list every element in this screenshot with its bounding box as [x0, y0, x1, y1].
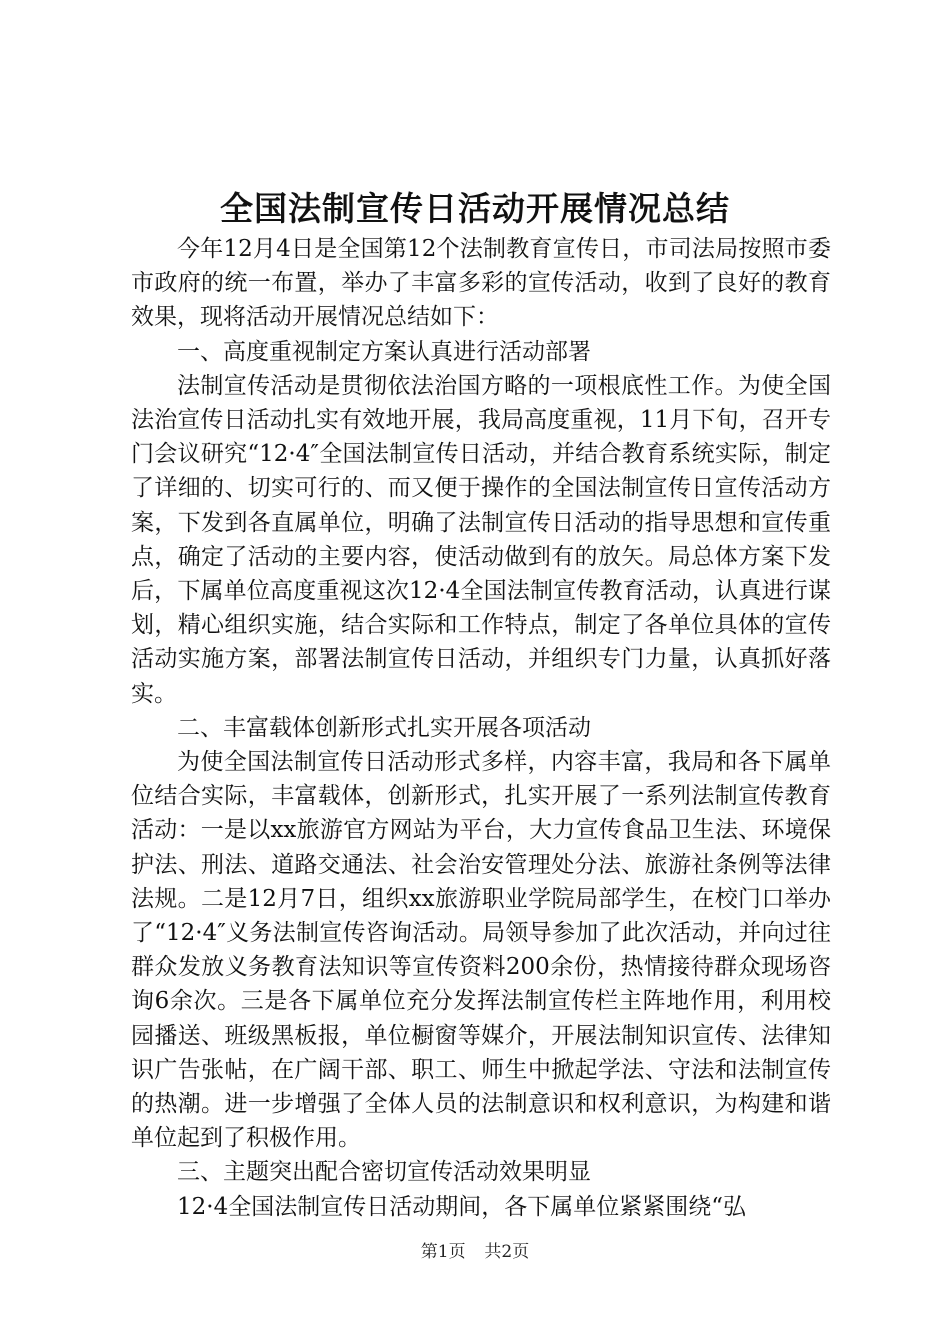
page-footer	[0, 1240, 950, 1264]
section-paragraph-2: 为使全国法制宣传日活动形式多样，内容丰富，我局和各下属单位结合实际，丰富载体，创新形式，扎实开展了一系列法制宣传教育活动：一是以xx旅游官方网站为平台，大力宣传食品卫生法、环境保护法、刑法、道路交通法、社会治安管理处分法、旅游社条例等法律法规。二是12月7日，组织xx旅游职业学院局部学生，在校门口举办了“12·4″义务法制宣传咨询活动。局领导参加了此次活动，并向过往群众发放义务教育法知识等宣传资料200余份，热情接待群众现场咨询6余次。三是各下属单位充分发挥法制宣传栏主阵地作用，利用校园播送、班级黑板报，单位橱窗等媒介，开展法制知识宣传、法律知识广告张帖，在广阔干部、职工、师生中掀起学法、守法和法制宣传的热潮。进一步增强了全体人员的法制意识和权利意识，为构建和谐单位起到了积极作用。	[131, 749, 831, 1152]
section-heading-2: 二、丰富载体创新形式扎实开展各项活动	[177, 714, 591, 741]
section-paragraph-1: 法制宣传活动是贯彻依法治国方略的一项根底性工作。为使全国法治宣传日活动扎实有效地开展，我局高度重视，11月下旬，召开专门会议研究“12·4″全国法制宣传日活动，并结合教育系统实际，制定了详细的、切实可行的、而又便于操作的全国法制宣传日宣传活动方案，下发到各直属单位，明确了法制宣传日活动的指导思想和宣传重点，确定了活动的主要内容，使活动做到有的放矢。局总体方案下发后，下属单位高度重视这次12·4全国法制宣传教育活动，认真进行谋划，精心组织实施，结合实际和工作特点，制定了各单位具体的宣传活动实施方案，部署法制宣传日活动，并组织专门力量，认真抓好落实。	[131, 372, 831, 707]
section-heading-3: 三、主题突出配合密切宣传活动效果明显	[177, 1159, 591, 1186]
page-total: 共2页	[484, 1242, 530, 1262]
section-paragraph-3: 12·4全国法制宣传日活动期间，各下属单位紧紧围绕“弘	[177, 1193, 746, 1220]
intro-paragraph: 今年12月4日是全国第12个法制教育宣传日，市司法局按照市委市政府的统一布置，举办了丰富多彩的宣传活动，收到了良好的教育效果，现将活动开展情况总结如下：	[131, 236, 831, 331]
document-title: 全国法制宣传日活动开展情况总结	[220, 189, 730, 228]
document-body	[131, 232, 831, 1224]
section-heading-1: 一、高度重视制定方案认真进行活动部署	[177, 338, 591, 365]
page-number: 第1页	[420, 1242, 466, 1262]
